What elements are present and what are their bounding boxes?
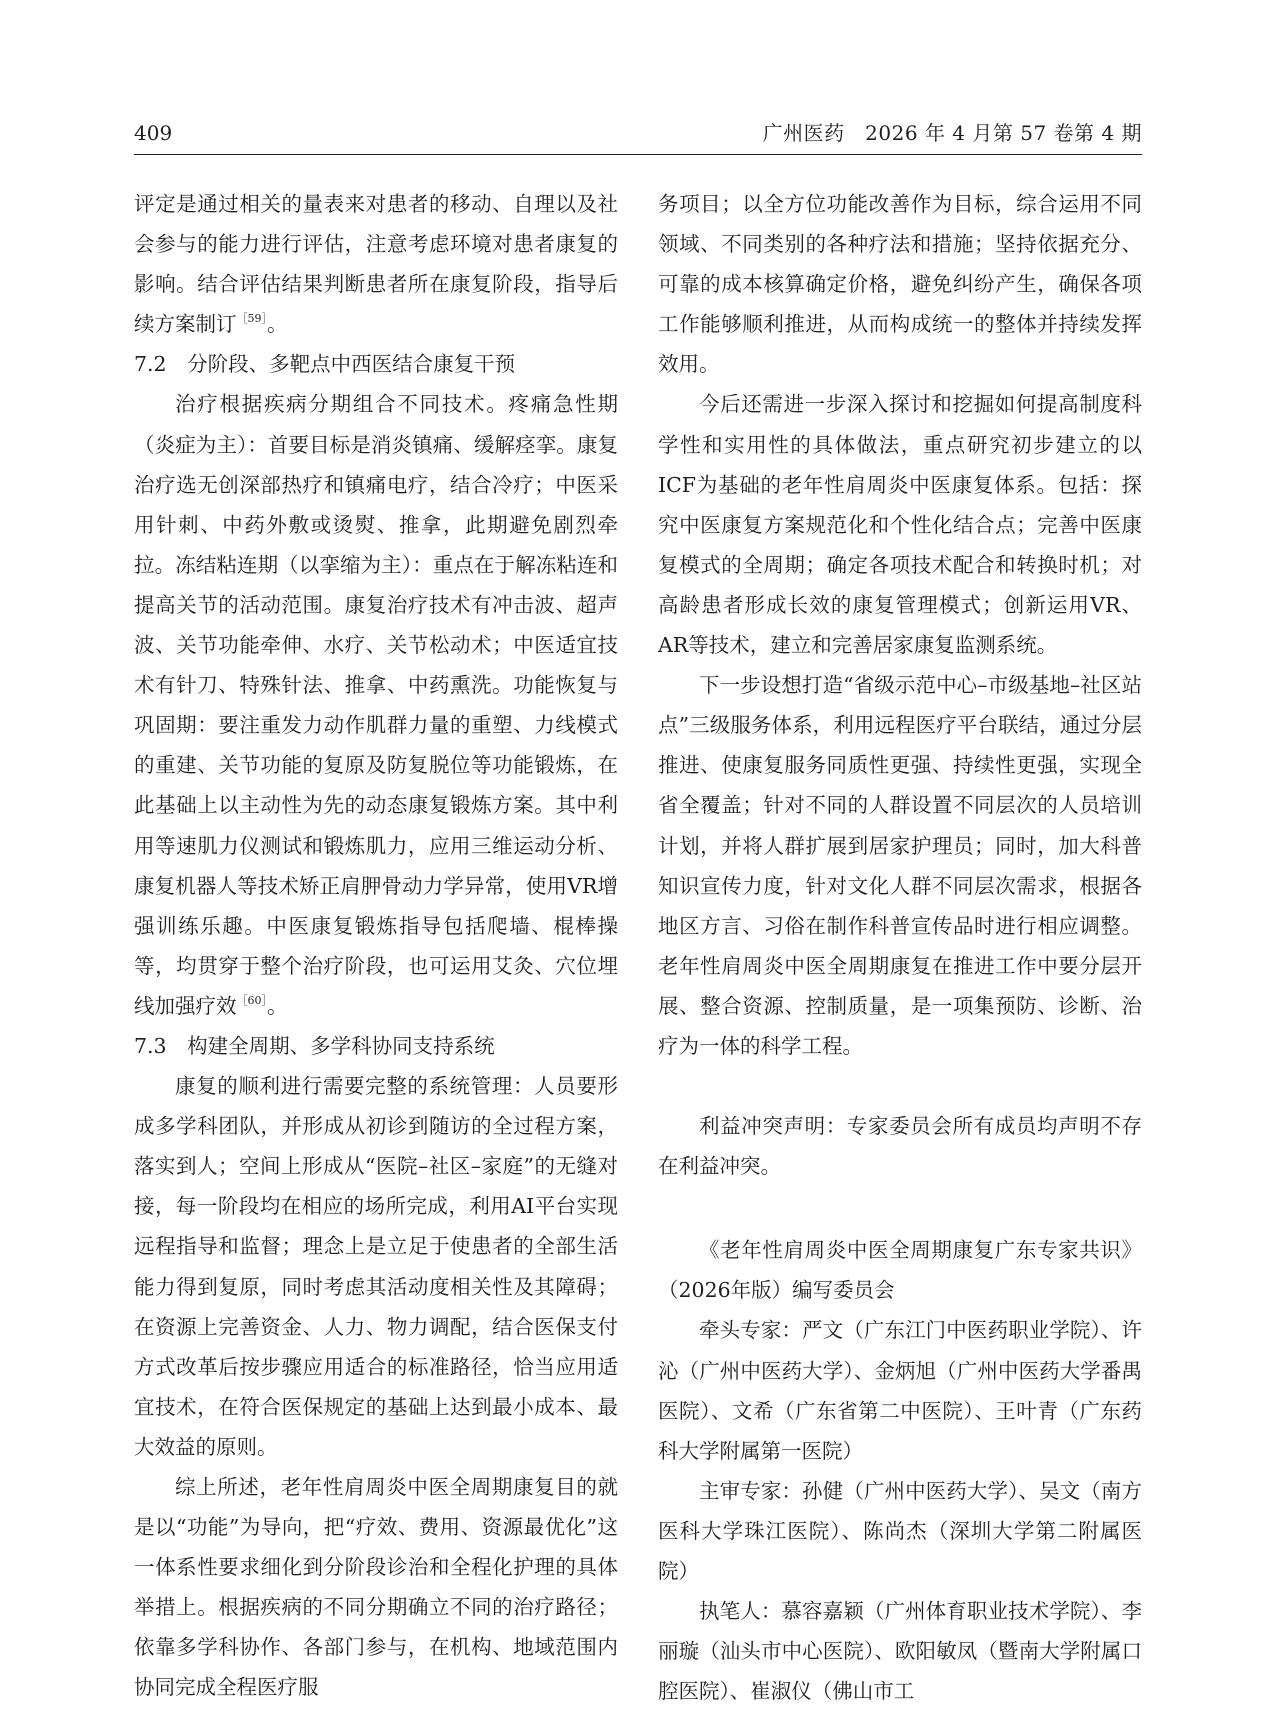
lead-experts: 牵头专家：严文（广东江门中医药职业学院）、许沁（广州中医药大学）、金炳旭（广州中医药大学番禺医院）、文希（广东省第二中医院）、王叶青（广东药科大学附属第一医院）: [658, 1318, 1142, 1463]
conflict-of-interest: 利益冲突声明：专家委员会所有成员均声明不存在利益冲突。: [658, 1114, 1142, 1179]
chief-reviewers: 主审专家：孙健（广州中医药大学）、吴文（南方医科大学珠江医院）、陈尚杰（深圳大学第二附属医院）: [658, 1478, 1142, 1583]
citation-60: ［60］: [236, 993, 267, 1007]
page-number: 409: [134, 121, 173, 145]
left-paragraph-3: 康复的顺利进行需要完整的系统管理：人员要形成多学科团队，并形成从初诊到随访的全过程方案，落实到人；空间上形成从“医院–社区–家庭”的无缝对接，每一阶段均在相应的场所完成，利用AI平台实现远程指导和监督；理念上是立足于使患者的全部生活能力得到复原，同时考虑其活动度相关性及其障碍；在资源上完善资金、人力、物力调配，结合医保支付方式改革后按步骤应用适合的标准路径，恰当应用适宜技术，在符合医保规定的基础上达到最小成本、最大效益的原则。: [134, 1074, 618, 1459]
running-header: [134, 118, 1142, 155]
left-paragraph-2: 治疗根据疾病分期组合不同技术。疼痛急性期（炎症为主）：首要目标是消炎镇痛、缓解痉挛。康复治疗选无创深部热疗和镇痛电疗，结合冷疗；中医采用针刺、中药外敷或烫熨、推拿，此期避免剧烈牵拉。冻结粘连期（以挛缩为主）：重点在于解冻粘连和提高关节的活动范围。康复治疗技术有冲击波、超声波、关节功能牵伸、水疗、关节松动术；中医适宜技术有针刀、特殊针法、推拿、中药熏洗。功能恢复与巩固期：要注重发力动作肌群力量的重塑、力线模式的重建、关节功能的复原及防复脱位等功能锻炼，在此基础上以主动性为先的动态康复锻炼方案。其中利用等速肌力仪测试和锻炼肌力，应用三维运动分析、康复机器人等技术矫正肩胛骨动力学异常，使用VR增强训练乐趣。中医康复锻炼指导包括爬墙、棍棒操等，均贯穿于整个治疗阶段，也可运用艾灸、穴位埋线加强疗效$^{[60]}$。: [134, 392, 618, 1018]
left-paragraph-4: 综上所述，老年性肩周炎中医全周期康复目的就是以“功能”为导向，把“疗效、费用、资源最优化”这一体系性要求细化到分阶段诊治和全程化护理的具体举措上。根据疾病的不同分期确立不同的治疗路径；依靠多学科协作、各部门参与，在机构、地域范围内协同完成全程医疗服: [134, 1475, 618, 1700]
right-column: [658, 184, 1142, 1711]
right-paragraph-1: 务项目；以全方位功能改善作为目标，综合运用不同领域、不同类别的各种疗法和措施；坚持依据充分、可靠的成本核算确定价格，避免纠纷产生，确保各项工作能够顺利推进，从而构成统一的整体并持续发挥效用。: [658, 192, 1142, 377]
right-paragraph-3: 下一步设想打造“省级示范中心–市级基地–社区站点”三级服务体系，利用远程医疗平台联结，通过分层推进、使康复服务同质性更强、持续性更强，实现全省全覆盖；针对不同的人群设置不同层次的人员培训计划，并将人群扩展到居家护理员；同时，加大科普知识宣传力度，针对文化人群不同层次需求，根据各地区方言、习俗在制作科普宣传品时进行相应调整。老年性肩周炎中医全周期康复在推进工作中要分层开展、整合资源、控制质量，是一项集预防、诊断、治疗为一体的科学工程。: [658, 673, 1142, 1058]
left-column: [134, 184, 618, 1708]
writers: 执笔人：慕容嘉颖（广州体育职业技术学院）、李丽璇（汕头市中心医院）、欧阳敏凤（暨南大学附属口腔医院）、崔淑仪（佛山市工: [658, 1599, 1142, 1704]
right-paragraph-2: 今后还需进一步深入探讨和挖掘如何提高制度科学性和实用性的具体做法，重点研究初步建立的以ICF为基础的老年性肩周炎中医康复体系。包括：探究中医康复方案规范化和个性化结合点；完善中医康复模式的全周期；确定各项技术配合和转换时机；对高龄患者形成长效的康复管理模式；创新运用VR、AR等技术，建立和完善居家康复监测系统。: [658, 392, 1142, 658]
committee-title: 《老年性肩周炎中医全周期康复广东专家共识》（2026年版）编写委员会: [658, 1238, 1142, 1303]
citation-59: ［59］: [236, 312, 267, 326]
section-heading-7-2: 7.2 分阶段、多靶点中西医结合康复干预: [134, 352, 516, 377]
section-heading-7-3: 7.3 构建全周期、多学科协同支持系统: [134, 1033, 495, 1058]
left-paragraph-1: 评定是通过相关的量表来对患者的移动、自理以及社会参与的能力进行评估，注意考虑环境对患者康复的影响。结合评估结果判断患者所在康复阶段，指导后续方案制订$^{[59]}$。: [134, 192, 618, 337]
journal-citation: 广州医药 2026 年 4 月第 57 卷第 4 期: [762, 121, 1142, 145]
